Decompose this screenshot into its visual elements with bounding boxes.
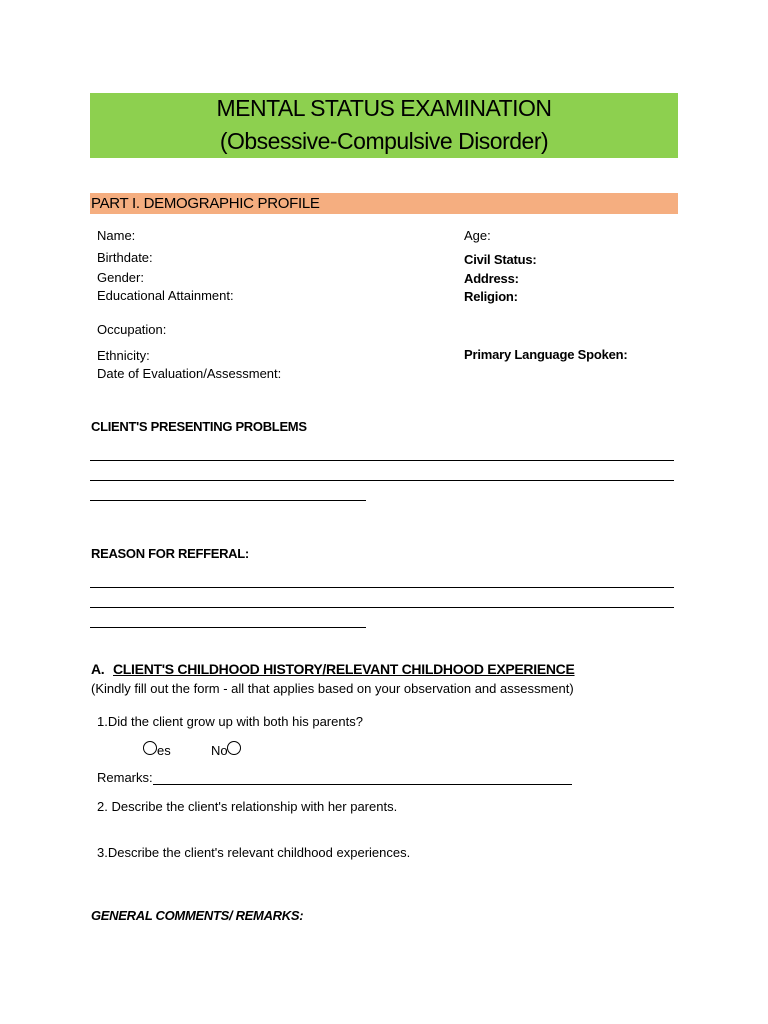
answer-line[interactable]: [90, 587, 674, 588]
general-comments-heading: GENERAL COMMENTS/ REMARKS:: [91, 908, 304, 923]
field-civil-status: Civil Status:: [464, 252, 537, 267]
field-gender: Gender:: [97, 270, 144, 285]
presenting-problems-heading: CLIENT'S PRESENTING PROBLEMS: [91, 419, 307, 434]
answer-line[interactable]: [90, 607, 674, 608]
referral-heading: REASON FOR REFFERAL:: [91, 546, 249, 561]
no-label: No: [211, 743, 228, 758]
remarks-label: Remarks:: [97, 770, 153, 785]
part1-heading: PART I. DEMOGRAPHIC PROFILE: [91, 195, 320, 212]
field-date-evaluation: Date of Evaluation/Assessment:: [97, 366, 282, 381]
answer-line[interactable]: [90, 500, 366, 501]
field-age: Age:: [464, 228, 491, 243]
field-education: Educational Attainment:: [97, 288, 234, 303]
field-primary-language: Primary Language Spoken:: [464, 347, 628, 362]
answer-line[interactable]: [90, 627, 366, 628]
field-name: Name:: [97, 228, 136, 243]
field-address: Address:: [464, 271, 519, 286]
document-subtitle: (Obsessive-Compulsive Disorder): [219, 128, 549, 154]
question-3: 3.Describe the client's relevant childhood experiences.: [97, 845, 411, 860]
question-2: 2. Describe the client's relationship with her parents.: [97, 799, 398, 814]
yes-radio[interactable]: [143, 741, 157, 760]
field-ethnicity: Ethnicity:: [97, 348, 150, 363]
no-radio[interactable]: [227, 741, 241, 760]
section-a-instruction: (Kindly fill out the form - all that applies based on your observation and assessment): [91, 681, 574, 696]
field-occupation: Occupation:: [97, 322, 167, 337]
answer-line[interactable]: [90, 460, 674, 461]
section-a-prefix: A.: [91, 661, 105, 677]
section-a-heading: CLIENT'S CHILDHOOD HISTORY/RELEVANT CHILDHOOD EXPERIENCE: [113, 661, 575, 677]
remarks-line[interactable]: [153, 784, 572, 785]
field-religion: Religion:: [464, 289, 518, 304]
question-1: 1.Did the client grow up with both his parents?: [97, 714, 363, 729]
yes-label: es: [157, 743, 171, 758]
answer-line[interactable]: [90, 480, 674, 481]
field-birthdate: Birthdate:: [97, 250, 153, 265]
document-title: MENTAL STATUS EXAMINATION: [216, 95, 552, 121]
